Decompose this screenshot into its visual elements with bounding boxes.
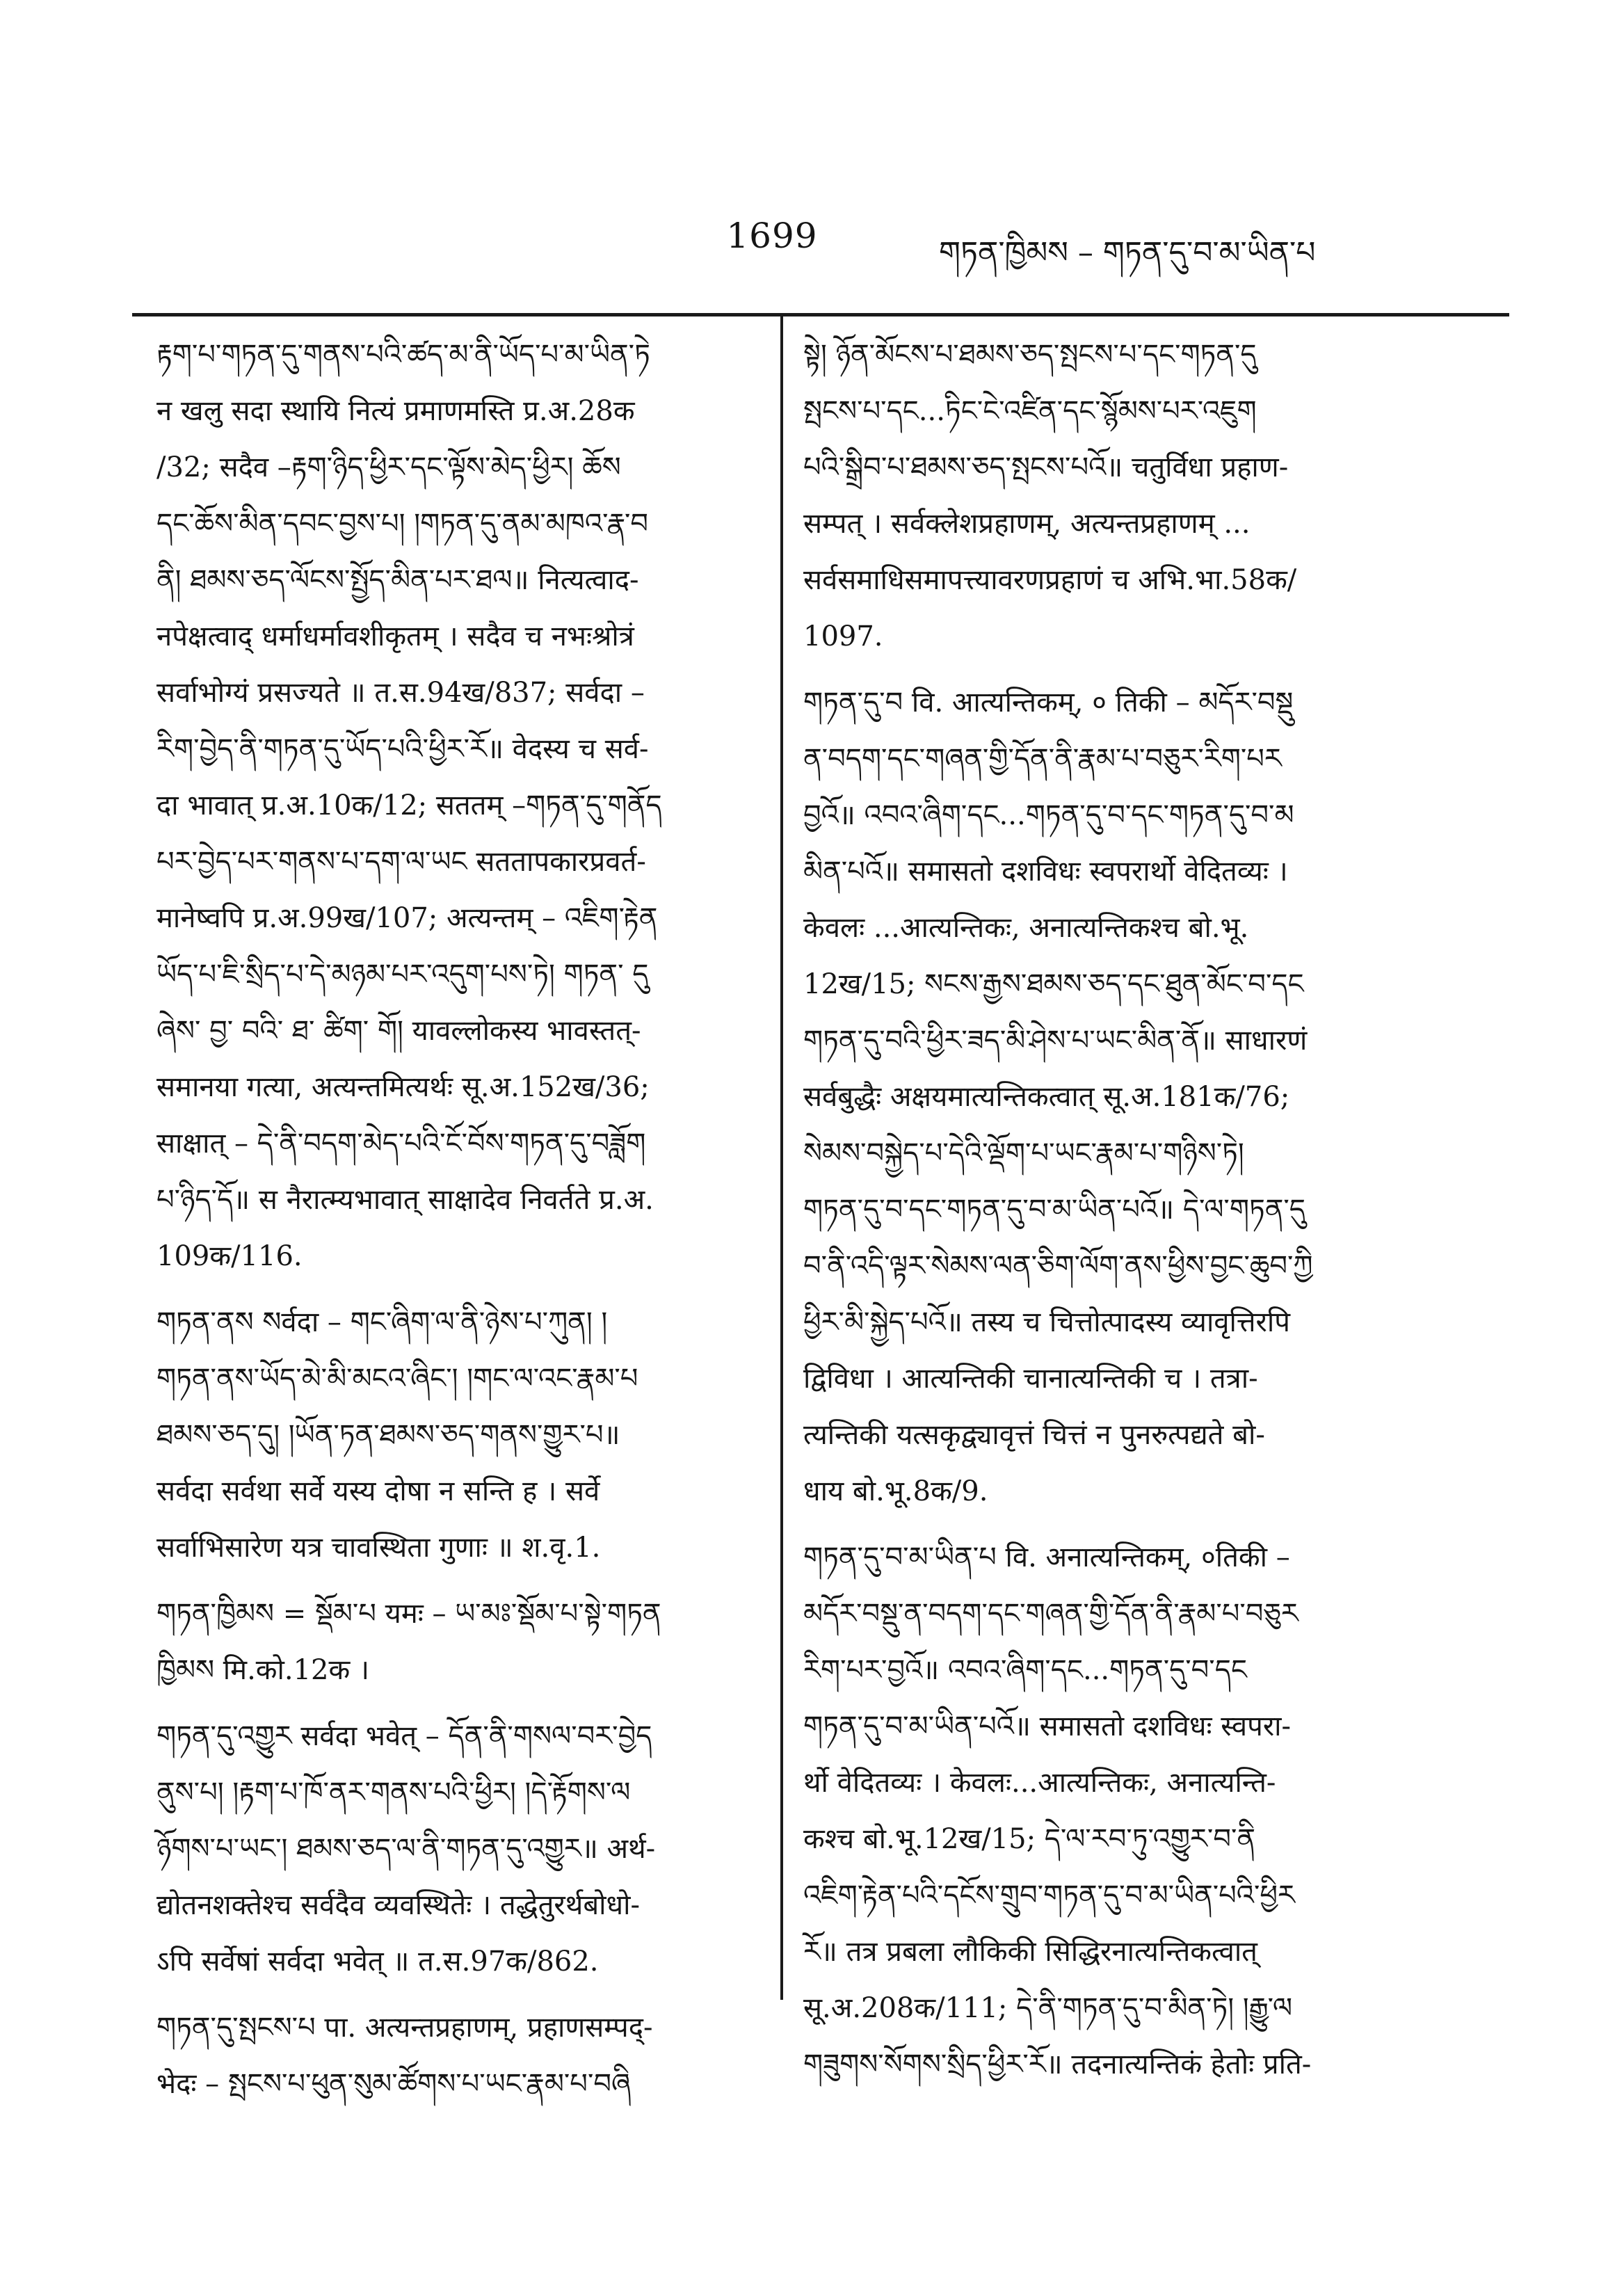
entry-line: ནུས་པ། །རྟག་པ་ཁོ་ནར་གནས་པའི་ཕྱིར། །དེ་རྟོགས་ལ (156, 1777, 631, 1809)
entry-line: དང་ཆོས་མིན་དབང་བྱས་པ། །གཏན་དུ་ནམ་མཁའ་རྣ་བ (156, 508, 648, 540)
entry-line: ན་བདག་དང་གཞན་གྱི་དོན་ནི་རྣམ་པ་བཅུར་རིག་པར (803, 743, 1282, 775)
entry-line: /32; सदैव –རྟག་ཉིད་ཕྱིར་དང་ལྟོས་མེད་ཕྱིར། ཆོས (156, 451, 621, 483)
entry-line: कश्च बो.भू.12ख/15; དེ་ལ་རབ་ཏུ་འགྱུར་བ་ནི (803, 1823, 1256, 1855)
entry-line: གཏན་དུ་བའི་ཕྱིར་ཟད་མི་ཤེས་པ་ཡང་མིན་ནོ॥ साधारणं (803, 1025, 1308, 1057)
entry-line: གཏན་དུ་སྤངས་པ पा. अत्यन्तप्रहाणम्, प्रहाणसम्पद्- (156, 2012, 653, 2044)
entry-line: པ་ཉིད་དོ॥ स नैरात्म्यभावात् साक्षादेव निवर्तते प्र.अ. (156, 1184, 654, 1216)
entry-line: ཕྱིར་མི་སྐྱེད་པའོ॥ तस्य च चित्तोत्पादस्य व्यावृत्तिरपि (803, 1306, 1290, 1338)
entry-line: मानेष्वपि प्र.अ.99ख/107; अत्यन्तम् – འཇིག་རྟེན (156, 902, 658, 934)
dictionary-entry (156, 327, 810, 1285)
entry-line: समानया गत्या, अत्यन्तमित्यर्थः सू.अ.152ख/36; (156, 1071, 650, 1103)
entry-line: བྱའོ॥ འབའ་ཞིག་དང...གཏན་དུ་བ་དང་གཏན་དུ་བ་མ (803, 799, 1294, 831)
dictionary-entry (803, 675, 1499, 1520)
entry-line: ཞེས་ བྱ་ བའི་ ཐ་ ཚིག་ གོ། यावल्लोकस्य भावस्तत्- (156, 1015, 641, 1047)
running-head: གཏན་ཁྱིམས – གཏན་དུ་བ་མ་ཡིན་པ (939, 235, 1316, 271)
entry-line: གཏན་ནས སर्वदा – གང་ཞིག་ལ་ནི་ཉེས་པ་ཀུན། ། (156, 1306, 608, 1338)
entry-line: བ་ནི་འདི་ལྟར་སེམས་ལན་ཅིག་ལོག་ནས་ཕྱིས་བྱང་ཆུབ་ཀྱི (803, 1250, 1313, 1282)
entry-line: པར་བྱེད་པར་གནས་པ་དག་ལ་ཡང सततापकारप्रवर्त- (156, 846, 646, 878)
dictionary-entry (803, 1530, 1499, 2093)
entry-line: རིག་པར་བྱའོ॥ འབའ་ཞིག་དང...གཏན་དུ་བ་དང (803, 1654, 1247, 1686)
entry-line: རིག་བྱེད་ནི་གཏན་དུ་ཡོད་པའི་ཕྱིར་རོ॥ वेदस्य च सर्व- (156, 733, 649, 765)
entry-line: सर्वसमाधिसमापत्त्यावरणप्रहाणं च अभि.भा.58क/ (803, 564, 1297, 596)
entry-line: ཡོད་པ་ཇི་སྲིད་པ་དེ་མཉམ་པར་འདུག་པས་ཏེ། གཏན་ དུ (156, 959, 649, 991)
entry-line: सर्वबुद्धैः अक्षयमात्यन्तिकत्वात् सू.अ.181क/76; (803, 1081, 1290, 1113)
entry-line: སྟེ། ཉོན་མོངས་པ་ཐམས་ཅད་སྤངས་པ་དང་གཏན་དུ (803, 339, 1257, 371)
entry-line: द्योतनशक्तेश्च सर्वदैव व्यवस्थितेः । तद्धेतुरर्थबोधो- (156, 1889, 641, 1921)
entry-line: 12ख/15; སངས་རྒྱས་ཐམས་ཅད་དང་ཐུན་མོང་བ་དང (803, 968, 1304, 1000)
entry-line: धाय बो.भू.8क/9. (803, 1475, 988, 1507)
entry-line: दा भावात् प्र.अ.10क/12; सततम् –གཏན་དུ་གནོད (156, 789, 662, 821)
entry-line: པའི་སྒྲིབ་པ་ཐམས་ཅད་སྤངས་པའོ॥ चतुर्विधा प्रहाण- (803, 451, 1289, 483)
entry-line: सम्पत् । सर्वक्लेशप्रहाणम्, अत्यन्तप्रहाणम् ... (803, 508, 1251, 540)
entry-line: ནི། ཐམས་ཅད་ལོངས་སྤྱོད་མིན་པར་ཐལ॥ नित्यत्वाद- (156, 564, 639, 596)
entry-line: नपेक्षत्वाद् धर्माधर्मावशीकृतम् । सदैव च नभःश्रोत्रं (156, 620, 634, 652)
entry-line: सर्वाभिसारेण यत्र चावस्थिता गुणाः ॥ श.वृ.1. (156, 1532, 601, 1564)
entry-line: र्थो वेदितव्यः । केवलः...आत्यन्तिकः, अनात्यन्ति- (803, 1767, 1276, 1799)
page-header (0, 209, 1624, 271)
entry-line: ཁྱིམས मि.को.12क । (156, 1654, 370, 1686)
entry-line: གཏན་དུ་བ་མ་ཡིན་པའོ॥ समासतो दशविधः स्वपरा- (803, 1710, 1292, 1742)
entry-line: सू.अ.208क/111; དེ་ནི་གཏན་དུ་བ་མིན་ཏེ། །རྒྱུ་ལ (803, 1992, 1293, 2024)
entry-line: གཏན་ཁྱིམས = སྡོམ་པ यमः – ཡ་མཿ་སྡོམ་པ་སྟེ་གཏན (156, 1598, 661, 1630)
entry-line: साक्षात् – དེ་ནི་བདག་མེད་པའི་ངོ་བོས་གཏན་དུ་བཟློག (156, 1128, 646, 1160)
dictionary-entry (803, 327, 1499, 665)
entry-line: འཇིག་རྟེན་པའི་དངོས་གྲུབ་གཏན་དུ་བ་མ་ཡིན་པའི་ཕྱིར (803, 1879, 1295, 1911)
entry-line: ऽपि सर्वेषां सर्वदा भवेत् ॥ त.स.97क/862. (156, 1946, 599, 1978)
entry-line: भेदः – སྤངས་པ་ཕུན་སུམ་ཚོགས་པ་ཡང་རྣམ་པ་བཞི (156, 2068, 631, 2100)
dictionary-entry (156, 1294, 810, 1576)
dictionary-entry (156, 2000, 810, 2112)
entry-line: གཏན་དུ་འགྱུར सर्वदा भवेत् – དོན་ནི་གསལ་བར་བྱེད (156, 1720, 652, 1752)
entry-line: མིན་པའོ॥ समासतो दशविधः स्वपरार्थो वेदितव्यः । (803, 856, 1288, 888)
entry-line: སེམས་བསྐྱེད་པ་དེའི་ལྡོག་པ་ཡང་རྣམ་པ་གཉིས་ཏེ། (803, 1137, 1244, 1169)
entry-line: མདོར་བསྡུ་ན་བདག་དང་གཞན་གྱི་དོན་ནི་རྣམ་པ་བཅུར (803, 1598, 1299, 1630)
entry-line: द्विविधा । आत्यन्तिकी चानात्यन्तिकी च । तत्रा- (803, 1363, 1258, 1395)
entry-line: केवलः ...आत्यन्तिकः, अनात्यन्तिकश्च बो.भू. (803, 912, 1249, 944)
entry-line: ཉོགས་པ་ཡང་། ཐམས་ཅད་ལ་ནི་གཏན་དུ་འགྱུར॥ अर्थ- (156, 1833, 656, 1865)
entry-line: གཏན་དུ་བ་མ་ཡིན་པ वि. अनात्यन्तिकम्, ०तिकी – (803, 1541, 1290, 1573)
entry-line: གཟུགས་སོགས་སྲིད་ཕྱིར་རོ॥ तदनात्यन्तिकं हेतोः प्रति- (803, 2049, 1312, 2080)
entry-line: त्यन्तिकी यत्सकृद्व्यावृत्तं चित्तं न पुनरुत्पद्यते बो- (803, 1419, 1265, 1451)
entry-line: སྤངས་པ་དང...ཏིང་ངེ་འཛིན་དང་སྙོམས་པར་འཇུག (803, 395, 1257, 427)
dictionary-entry (156, 1708, 810, 1990)
entry-line: གཏན་ནས་ཡོད་མེ་མི་མངའ་ཞིང་། །གང་ལ་འང་རྣམ་པ (156, 1363, 638, 1395)
page-number: 1699 (726, 216, 818, 256)
entry-line: ཐམས་ཅད་དུ། །ཡོན་ཏན་ཐམས་ཅད་གནས་གྱུར་པ॥ (156, 1419, 620, 1451)
entry-line: གཏན་དུ་བ वि. आत्यन्तिकम्, ० तिकी – མདོར་བསྡུ (803, 687, 1294, 719)
entry-line: རོ॥ तत्र प्रबला लौकिकी सिद्धिरनात्यन्तिकत्वात् (803, 1936, 1257, 1968)
entry-line: 1097. (803, 620, 883, 652)
entry-line: 109क/116. (156, 1240, 303, 1272)
right-column (803, 327, 1499, 2103)
header-rule (132, 313, 1509, 316)
entry-line: सर्वाभोग्यं प्रसज्यते ॥ त.स.94ख/837; सर्वदा – (156, 677, 645, 709)
entry-line: न खलु सदा स्थायि नित्यं प्रमाणमस्ति प्र.अ.28क (156, 395, 635, 427)
entry-line: सर्वदा सर्वथा सर्वे यस्य दोषा न सन्ति ह । सर्वे (156, 1475, 600, 1507)
dictionary-entry (156, 1586, 810, 1699)
left-column (156, 327, 810, 2122)
entry-line: གཏན་དུ་བ་དང་གཏན་དུ་བ་མ་ཡིན་པའོ॥ དེ་ལ་གཏན་དུ (803, 1194, 1305, 1226)
entry-line: རྟག་པ་གཏན་དུ་གནས་པའི་ཚད་མ་ནི་ཡོད་པ་མ་ཡིན་ཏེ (156, 339, 650, 371)
